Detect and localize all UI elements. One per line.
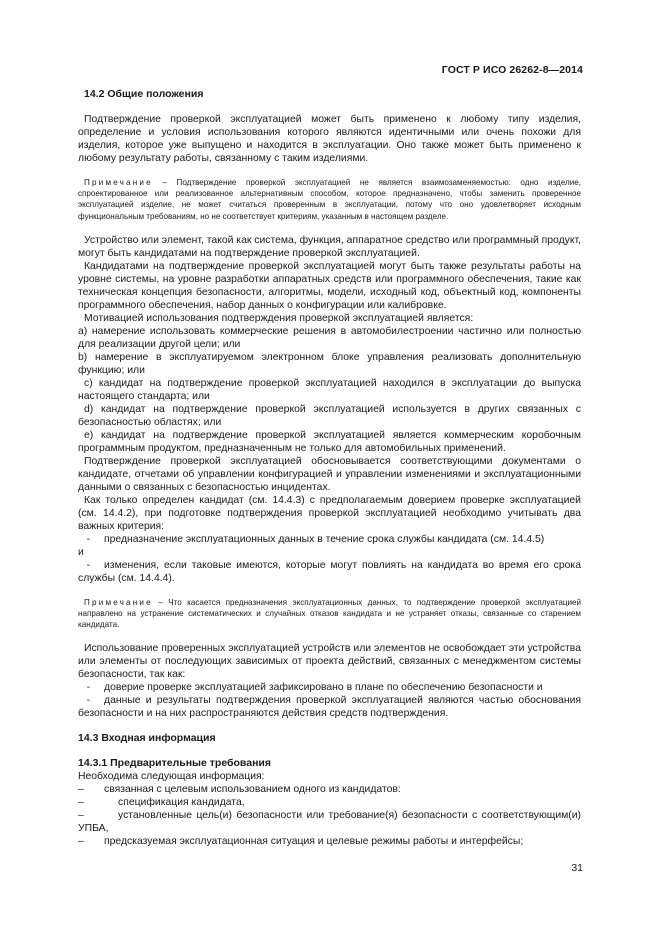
paragraph <box>78 113 581 165</box>
dash-marker: – <box>78 797 84 809</box>
requirement-subitem <box>78 835 581 848</box>
bullet-2 <box>78 694 581 720</box>
dash-marker: – <box>78 784 84 796</box>
note-label: Примечание <box>84 597 153 607</box>
criterion-2 <box>78 559 581 585</box>
subsection-14-3-1-title: 14.3.1 Предварительные требования <box>78 757 272 770</box>
dash-marker: – <box>78 836 84 848</box>
paragraph-text: Подтверждение проверкой эксплуатацией обосновывается соответствующими документами о кандидате, отчетами об управлении конфигурацией и управлении изменениями и эксплуатационными данными о связанных с безопасностью инцидентах. <box>78 455 581 493</box>
bullet-1 <box>78 681 581 694</box>
standard-header: ГОСТ Р ИСО 26262-8—2014 <box>441 64 583 76</box>
requirement-subitem <box>78 809 581 835</box>
paragraph <box>78 312 581 325</box>
page-number: 31 <box>571 862 583 874</box>
note-1 <box>78 177 581 222</box>
list-item-text: d) кандидат на подтверждение проверкой эксплуатацией используется в других связанных с безопасностью областях; или <box>78 403 581 428</box>
paragraph <box>78 455 581 494</box>
criterion-conjunction: и <box>78 546 84 558</box>
section-14-2-title: 14.2 Общие положения <box>84 88 204 100</box>
criterion-text: изменения, если таковые имеются, которые могут повлиять на кандидата во время его срока службы (см. 14.4.4). <box>78 559 581 584</box>
note-label: Примечание <box>84 178 153 187</box>
section-14-3-title: 14.3 Входная информация <box>78 732 216 745</box>
list-item-c <box>78 377 581 403</box>
list-item-text: е) кандидат на подтверждение проверкой эксплуатацией является коммерческим коробочным программным продуктом, предназначенным не только для автомобильных применений. <box>78 429 581 454</box>
note-2 <box>78 597 581 631</box>
dash-marker: - <box>78 695 91 707</box>
criterion-text: предназначение эксплуатационных данных в течение срока службы кандидата (см. 14.4.5) <box>104 533 545 545</box>
paragraph-text: Подтверждение проверкой эксплуатацией может быть применено к любому типу изделия, определение и условия использования которого являются идентичными или очень похожи для изделия, которое уже выпущено и находится в эксплуатации. Оно также может быть применено к любому результату работы, связанному с таким изделиями. <box>78 114 581 164</box>
paragraph-text: Использование проверенных эксплуатацией устройств или элементов не освобождает эти устройства или элементы от последующих зависимых от проекта действий, связанных с менеджментом системы безопасности, так как: <box>78 643 581 681</box>
paragraph-text: Как только определен кандидат (см. 14.4.3) с предполагаемым доверием проверке эксплуатацией (см. 14.4.2), при подготовке подтверждения проверкой эксплуатацией необходимо учитывать два важных критерия: <box>78 494 581 532</box>
requirement-text: установленные цель(и) безопасности или требование(я) безопасности с соответствующим(и) УПБА, <box>78 810 581 835</box>
paragraph <box>78 494 581 533</box>
list-item-d <box>78 403 581 429</box>
dash-marker: - <box>78 533 91 545</box>
list-item-text: c) кандидат на подтверждение проверкой эксплуатацией находился в эксплуатации до выпуска настоящего стандарта; или <box>78 377 581 402</box>
paragraph-text: Мотивацией использования подтверждения проверкой эксплуатацией является: <box>84 312 474 324</box>
requirement-item <box>78 783 581 796</box>
list-item-e <box>78 429 581 455</box>
requirement-text: предсказуемая эксплуатационная ситуация и целевые режимы работы и интерфейсы; <box>104 836 524 848</box>
requirement-text: спецификация кандидата, <box>118 797 245 809</box>
requirement-subitem <box>78 796 581 809</box>
note-text: – Подтверждение проверкой эксплуатацией не является взаимозаменяемостью: одно изделие, спроектированное или реализованное альтернативным способом, которое предназначено, чтобы заменить проверенное эксплуатацией изделие, не может считаться проверенным в эксплуатации, потому что оно удовлетворяет исходным функциональным требованиям, но не соответствует критериям, указанным в настоящем разделе. <box>78 178 581 221</box>
list-item-b: b) намерение в эксплуатируемом электронном блоке управления реализовать дополнительную функцию; или <box>78 351 581 376</box>
note-text: – Что касается предназначения эксплуатационных данных, то подтверждение проверкой эксплуатацией направлено на устранение систематических и случайных отказов кандидата и не устраняет отказы, связанные со старением кандидата. <box>78 597 581 630</box>
paragraph: Необходима следующая информация: <box>78 771 265 783</box>
bullet-text: данные и результаты подтверждения проверкой эксплуатацией являются частью обоснования безопасности и на них распространяются действия средств подтверждения. <box>78 695 581 720</box>
bullet-text: доверие проверке эксплуатацией зафиксировано в плане по обеспечению безопасности и <box>104 682 543 694</box>
paragraph <box>78 642 581 681</box>
dash-marker: - <box>78 682 91 694</box>
paragraph <box>78 260 581 312</box>
dash-marker: - <box>78 559 91 571</box>
paragraph-text: Кандидатами на подтверждение проверкой эксплуатацией могут быть также результаты работы на уровне системы, на уровне разработки аппаратных средств или программного обеспечения, такие как техническая концепция безопасности, алгоритмы, модели, исходный код, объектный код, компоненты программного обеспечения, набор данных о конфигурации или калибровке. <box>78 260 581 311</box>
requirement-text: связанная с целевым использованием одного из кандидатов: <box>104 784 401 796</box>
criterion-1 <box>78 533 581 546</box>
paragraph-text: Устройство или элемент, такой как система, функция, аппаратное средство или программный продукт, могут быть кандидатами на подтверждение проверкой эксплуатацией. <box>78 234 582 259</box>
page-content <box>78 88 581 848</box>
dash-marker: – <box>78 810 84 822</box>
paragraph <box>78 234 581 260</box>
list-item-a: а) намерение использовать коммерческие решения в автомобилестроении частично или полностью для реализации другой цели; или <box>78 325 581 350</box>
